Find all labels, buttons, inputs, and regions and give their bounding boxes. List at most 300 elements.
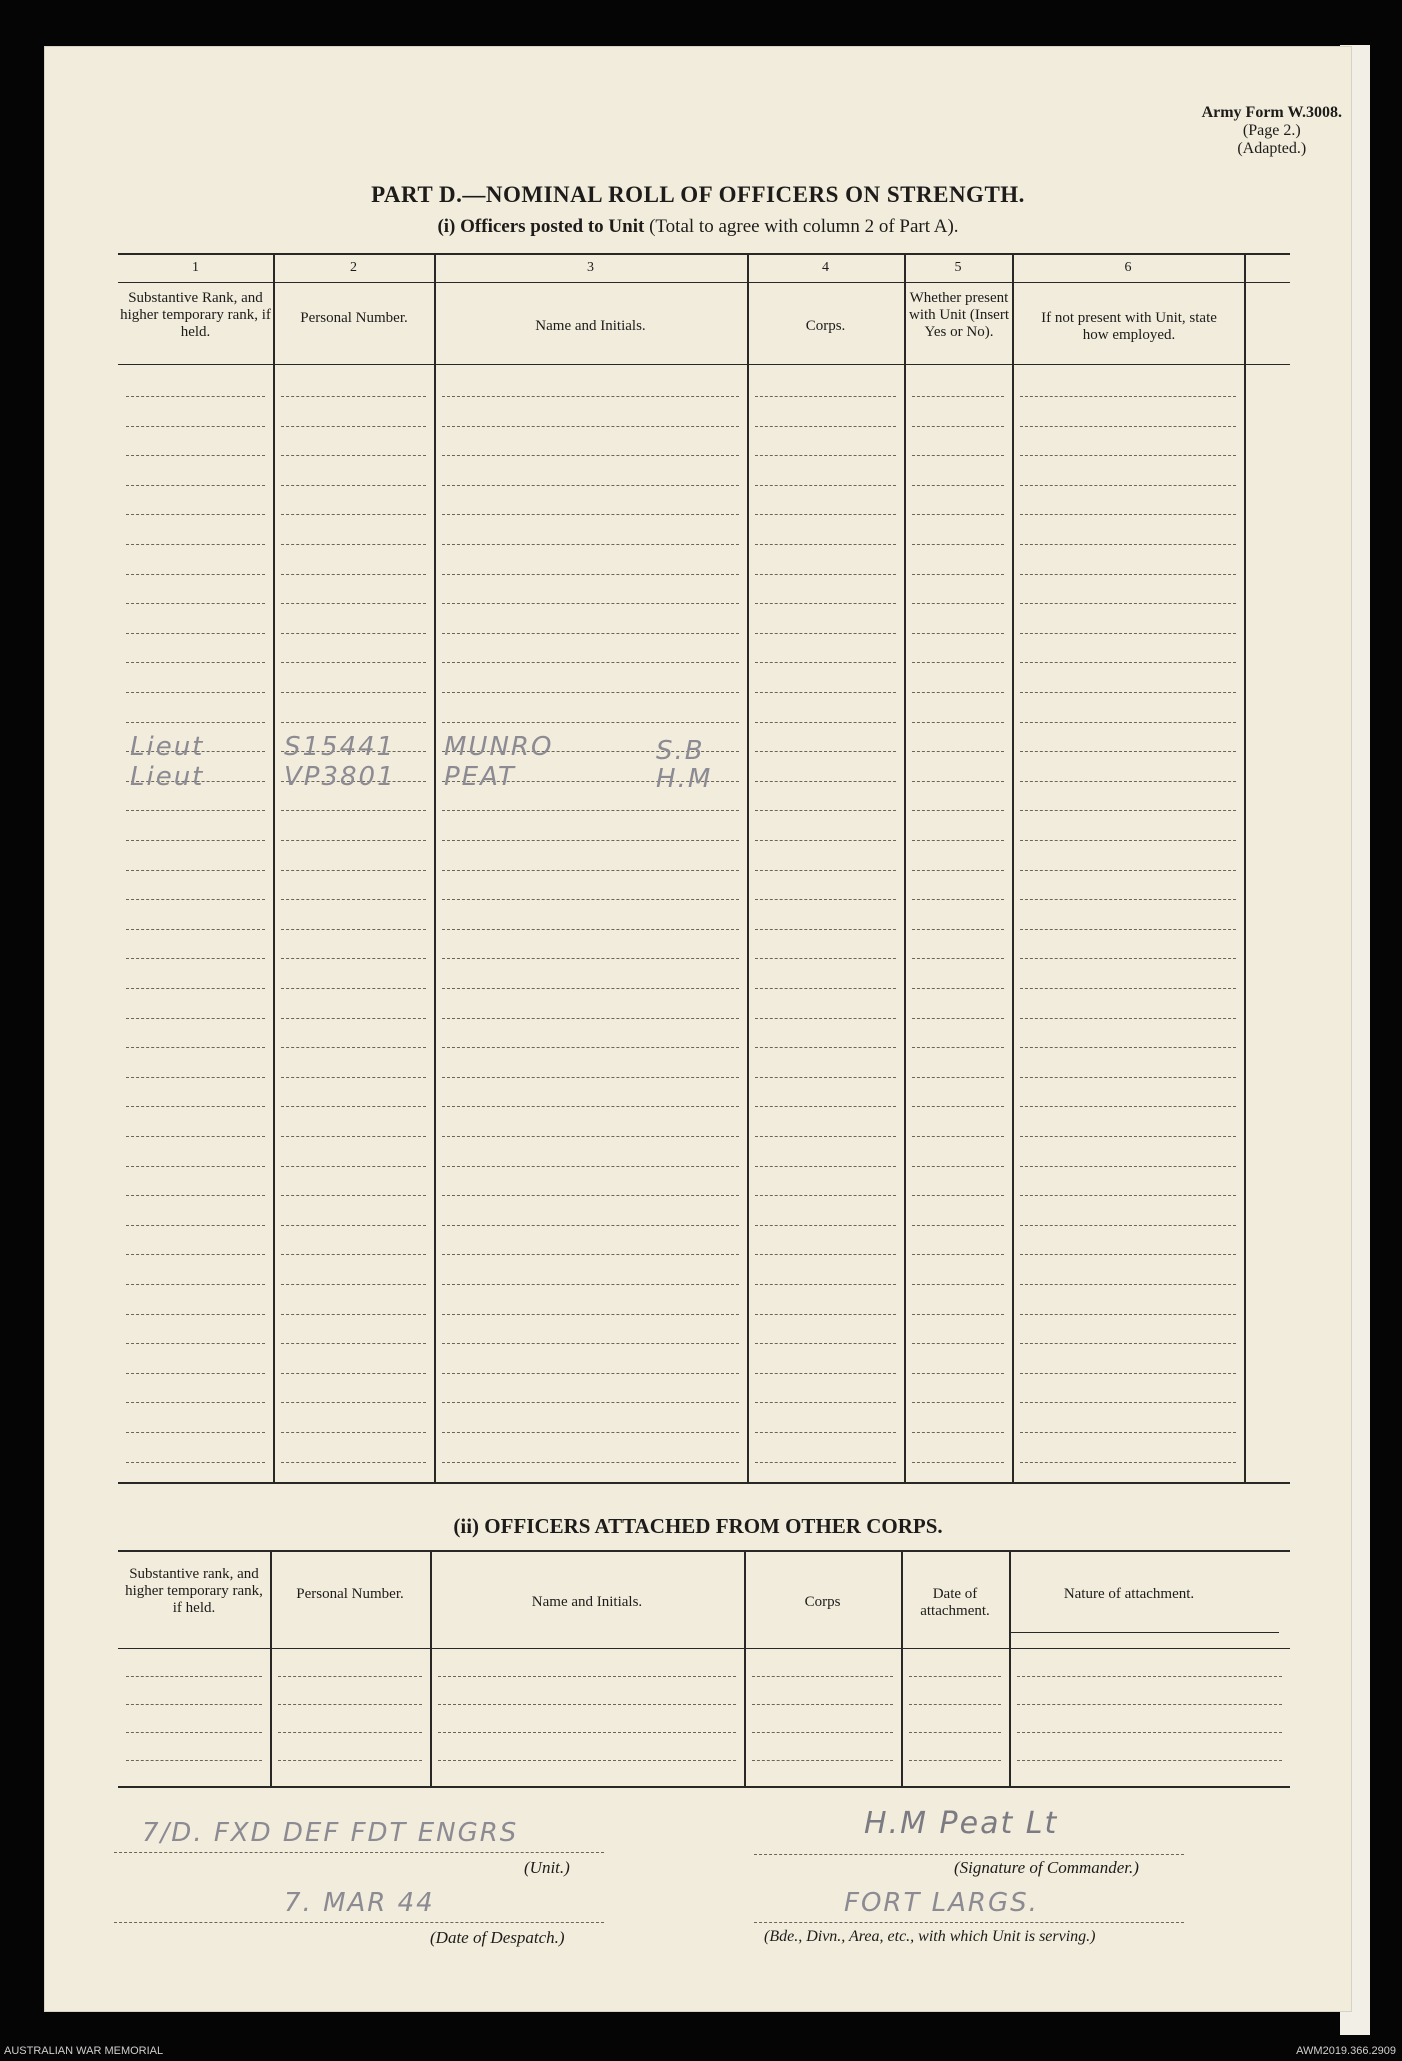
- row-rule: [442, 1047, 739, 1048]
- row-rule: [281, 633, 426, 634]
- row-rule: [126, 1760, 262, 1761]
- row-rule: [1020, 840, 1236, 841]
- row-rule: [1020, 988, 1236, 989]
- row-rule: [442, 1314, 739, 1315]
- row-rule: [912, 1018, 1004, 1019]
- row-rule: [912, 1402, 1004, 1403]
- row-rule: [755, 1314, 896, 1315]
- row-rule: [126, 1136, 265, 1137]
- row-rule: [442, 870, 739, 871]
- column-divider: [273, 253, 275, 1482]
- row-rule: [442, 840, 739, 841]
- row-rule: [755, 1432, 896, 1433]
- row-rule: [126, 1343, 265, 1344]
- row-rule: [281, 958, 426, 959]
- row-rule: [126, 870, 265, 871]
- row-rule: [755, 1136, 896, 1137]
- row-rule: [1020, 1047, 1236, 1048]
- row-rule: [1020, 396, 1236, 397]
- row-rule: [1020, 1314, 1236, 1315]
- row-rule: [909, 1704, 1001, 1705]
- row-rule: [126, 1314, 265, 1315]
- row-rule: [281, 603, 426, 604]
- row-rule: [755, 929, 896, 930]
- row-rule: [126, 1732, 262, 1733]
- row-rule: [752, 1732, 893, 1733]
- part-d-ii-title: (ii) OFFICERS ATTACHED FROM OTHER CORPS.: [453, 1514, 943, 1538]
- row-rule: [126, 958, 265, 959]
- row-rule: [442, 1106, 739, 1107]
- row-rule: [126, 1704, 262, 1705]
- row-rule: [126, 514, 265, 515]
- row-rule: [1020, 455, 1236, 456]
- row-rule: [278, 1760, 422, 1761]
- nature-column-line: [1009, 1632, 1279, 1633]
- row-rule: [1017, 1732, 1282, 1733]
- unit-line: [114, 1852, 604, 1853]
- header-corps: Corps: [804, 1594, 841, 1610]
- row-rule: [912, 574, 1004, 575]
- row-rule: [442, 899, 739, 900]
- row-rule: [755, 514, 896, 515]
- column-number: 1: [192, 260, 199, 275]
- row-rule: [281, 870, 426, 871]
- row-rule: [755, 544, 896, 545]
- row-rule: [442, 1402, 739, 1403]
- column-divider: [747, 253, 749, 1482]
- date-label: (Date of Despatch.): [430, 1928, 565, 1947]
- row-rule: [755, 1402, 896, 1403]
- form-identifier: [1202, 104, 1342, 158]
- header-name-initials: Name and Initials.: [531, 1594, 643, 1610]
- form-number: Army Form W.3008.: [1201, 104, 1342, 121]
- row-rule: [442, 1462, 739, 1463]
- row-rule: [755, 1284, 896, 1285]
- row-rule: [442, 455, 739, 456]
- row-rule: [281, 1195, 426, 1196]
- row-rule: [1020, 1432, 1236, 1433]
- row-rule: [126, 1432, 265, 1433]
- header-personal-number: Personal Number.: [296, 1586, 404, 1602]
- column-divider: [430, 1550, 432, 1786]
- date-value: 7. MAR 44: [284, 1888, 435, 1918]
- row-rule: [912, 781, 1004, 782]
- signature-label: (Signature of Commander.): [954, 1858, 1139, 1877]
- column-number: 6: [1124, 260, 1132, 275]
- row-rule: [1020, 929, 1236, 930]
- column-number: 3: [587, 260, 594, 275]
- table-bottom-border: [118, 1482, 1290, 1484]
- serving-line: [754, 1922, 1184, 1923]
- row-rule: [912, 722, 1004, 723]
- row-rule: [126, 692, 265, 693]
- column-divider: [904, 253, 906, 1482]
- row-rule: [755, 1254, 896, 1255]
- row-rule: [755, 1106, 896, 1107]
- row-rule: [126, 1077, 265, 1078]
- row-rule: [126, 1254, 265, 1255]
- row-rule: [912, 1225, 1004, 1226]
- row-rule: [755, 840, 896, 841]
- row-rule: [912, 662, 1004, 663]
- row-rule: [126, 485, 265, 486]
- row-rule: [442, 810, 739, 811]
- part-d-title: PART D.—NOMINAL ROLL OF OFFICERS ON STRENGTH.: [371, 182, 1025, 207]
- row-rule: [281, 544, 426, 545]
- row-rule: [442, 1432, 739, 1433]
- entry-name: PEAT: [444, 762, 516, 792]
- row-rule: [1020, 1018, 1236, 1019]
- row-rule: [126, 810, 265, 811]
- row-rule: [1020, 751, 1236, 752]
- row-rule: [755, 1166, 896, 1167]
- header-corps: Corps.: [805, 318, 846, 334]
- row-rule: [281, 1166, 426, 1167]
- header-present-with-unit: Whether present with Unit (Insert Yes or No).: [909, 290, 1009, 340]
- row-rule: [1020, 1462, 1236, 1463]
- column-divider: [744, 1550, 746, 1786]
- row-rule: [126, 396, 265, 397]
- row-rule: [126, 603, 265, 604]
- row-rule: [755, 1077, 896, 1078]
- row-rule: [126, 1166, 265, 1167]
- row-rule: [442, 929, 739, 930]
- row-rule: [442, 633, 739, 634]
- header-personal-number: Personal Number.: [300, 310, 408, 326]
- row-rule: [912, 1284, 1004, 1285]
- row-rule: [126, 899, 265, 900]
- row-rule: [442, 396, 739, 397]
- row-rule: [442, 485, 739, 486]
- row-rule: [126, 1018, 265, 1019]
- row-rule: [1020, 1195, 1236, 1196]
- row-rule: [912, 544, 1004, 545]
- row-rule: [281, 1047, 426, 1048]
- row-rule: [755, 455, 896, 456]
- row-rule: [281, 1254, 426, 1255]
- row-rule: [1020, 662, 1236, 663]
- row-rule: [912, 1195, 1004, 1196]
- row-rule: [126, 1373, 265, 1374]
- row-rule: [126, 1047, 265, 1048]
- row-rule: [755, 426, 896, 427]
- row-rule: [1020, 1136, 1236, 1137]
- row-rule: [912, 514, 1004, 515]
- serving-value: FORT LARGS.: [844, 1888, 1039, 1918]
- column-divider: [1009, 1550, 1011, 1786]
- column-divider: [270, 1550, 272, 1786]
- unit-label: (Unit.): [524, 1858, 570, 1877]
- row-rule: [442, 426, 739, 427]
- archive-id: AWM2019.366.2909: [1296, 2045, 1396, 2057]
- row-rule: [281, 1077, 426, 1078]
- row-rule: [126, 988, 265, 989]
- row-rule: [912, 1462, 1004, 1463]
- row-rule: [755, 1047, 896, 1048]
- row-rule: [755, 1225, 896, 1226]
- row-rule: [1020, 870, 1236, 871]
- row-rule: [281, 574, 426, 575]
- row-rule: [1020, 574, 1236, 575]
- row-rule: [281, 1402, 426, 1403]
- entry-rank: Lieut: [130, 762, 205, 792]
- column-number-divider: [118, 282, 1290, 283]
- row-rule: [755, 1373, 896, 1374]
- row-rule: [912, 958, 1004, 959]
- row-rule: [281, 485, 426, 486]
- row-rule: [912, 1254, 1004, 1255]
- date-line: [114, 1922, 604, 1923]
- row-rule: [126, 1462, 265, 1463]
- row-rule: [442, 574, 739, 575]
- row-rule: [1017, 1704, 1282, 1705]
- row-rule: [1017, 1760, 1282, 1761]
- row-rule: [755, 1462, 896, 1463]
- row-rule: [442, 1195, 739, 1196]
- row-rule: [281, 929, 426, 930]
- row-rule: [912, 1432, 1004, 1433]
- row-rule: [281, 1462, 426, 1463]
- row-rule: [126, 426, 265, 427]
- row-rule: [755, 662, 896, 663]
- form-page-number: (Page 2.): [1242, 122, 1301, 139]
- row-rule: [912, 929, 1004, 930]
- row-rule: [912, 1314, 1004, 1315]
- row-rule: [755, 633, 896, 634]
- entry-rank: Lieut: [130, 732, 205, 762]
- row-rule: [752, 1760, 893, 1761]
- row-rule: [281, 514, 426, 515]
- row-rule: [1020, 692, 1236, 693]
- row-rule: [126, 455, 265, 456]
- row-rule: [912, 899, 1004, 900]
- row-rule: [909, 1732, 1001, 1733]
- header-rank: Substantive rank, and higher temporary rank, if held.: [125, 1566, 263, 1616]
- row-rule: [912, 485, 1004, 486]
- row-rule: [126, 574, 265, 575]
- row-rule: [126, 722, 265, 723]
- row-rule: [1020, 1106, 1236, 1107]
- row-rule: [442, 988, 739, 989]
- row-rule: [126, 633, 265, 634]
- row-rule: [126, 1676, 262, 1677]
- row-rule: [442, 958, 739, 959]
- row-rule: [755, 958, 896, 959]
- row-rule: [281, 1106, 426, 1107]
- row-rule: [755, 870, 896, 871]
- header-bottom-border: [118, 1648, 1290, 1649]
- column-number: 2: [350, 260, 357, 275]
- subtitle-bold: (i) Officers posted to Unit: [437, 216, 645, 237]
- table-right-border: [1244, 253, 1246, 1482]
- row-rule: [912, 426, 1004, 427]
- row-rule: [281, 810, 426, 811]
- row-rule: [126, 1225, 265, 1226]
- row-rule: [912, 1047, 1004, 1048]
- row-rule: [1020, 1284, 1236, 1285]
- header-bottom-border: [118, 364, 1290, 365]
- row-rule: [442, 722, 739, 723]
- part-d-subtitle: [44, 216, 1352, 238]
- row-rule: [278, 1732, 422, 1733]
- row-rule: [1020, 1402, 1236, 1403]
- row-rule: [755, 751, 896, 752]
- row-rule: [912, 1343, 1004, 1344]
- row-rule: [755, 781, 896, 782]
- row-rule: [438, 1676, 736, 1677]
- row-rule: [438, 1760, 736, 1761]
- row-rule: [912, 1077, 1004, 1078]
- table-bottom-border: [118, 1786, 1290, 1788]
- row-rule: [1020, 1077, 1236, 1078]
- row-rule: [1020, 1254, 1236, 1255]
- row-rule: [912, 692, 1004, 693]
- row-rule: [281, 692, 426, 693]
- row-rule: [1020, 722, 1236, 723]
- row-rule: [1017, 1676, 1282, 1677]
- row-rule: [442, 1018, 739, 1019]
- header-date-attachment: Date of attachment.: [920, 1586, 990, 1619]
- row-rule: [755, 692, 896, 693]
- header-name-initials: Name and Initials.: [535, 318, 646, 334]
- row-rule: [755, 603, 896, 604]
- row-rule: [442, 1284, 739, 1285]
- row-rule: [126, 840, 265, 841]
- unit-value: 7/D. FXD DEF FDT ENGRS: [142, 1818, 519, 1848]
- row-rule: [1020, 781, 1236, 782]
- row-rule: [755, 988, 896, 989]
- form-page: [44, 46, 1352, 2012]
- row-rule: [912, 840, 1004, 841]
- row-rule: [912, 455, 1004, 456]
- row-rule: [281, 662, 426, 663]
- row-rule: [442, 1373, 739, 1374]
- row-rule: [1020, 958, 1236, 959]
- row-rule: [281, 840, 426, 841]
- row-rule: [281, 1432, 426, 1433]
- row-rule: [126, 929, 265, 930]
- row-rule: [281, 899, 426, 900]
- archive-credit: AUSTRALIAN WAR MEMORIAL: [4, 2045, 164, 2057]
- row-rule: [442, 1343, 739, 1344]
- row-rule: [1020, 514, 1236, 515]
- entry-name: MUNRO: [444, 732, 554, 762]
- header-how-employed: If not present with Unit, state how employed.: [1041, 310, 1217, 343]
- row-rule: [1020, 1166, 1236, 1167]
- row-rule: [755, 574, 896, 575]
- row-rule: [752, 1704, 893, 1705]
- row-rule: [909, 1760, 1001, 1761]
- row-rule: [912, 396, 1004, 397]
- row-rule: [912, 1373, 1004, 1374]
- row-rule: [755, 810, 896, 811]
- row-rule: [281, 1018, 426, 1019]
- signature-line: [754, 1854, 1184, 1855]
- row-rule: [755, 1195, 896, 1196]
- row-rule: [912, 633, 1004, 634]
- entry-number: VP3801: [284, 762, 396, 792]
- row-rule: [1020, 810, 1236, 811]
- row-rule: [281, 988, 426, 989]
- entry-number: S15441: [284, 732, 396, 762]
- row-rule: [1020, 426, 1236, 427]
- row-rule: [1020, 1373, 1236, 1374]
- row-rule: [912, 988, 1004, 989]
- row-rule: [752, 1676, 893, 1677]
- row-rule: [755, 1343, 896, 1344]
- row-rule: [442, 603, 739, 604]
- header-nature-attachment: Nature of attachment.: [1063, 1586, 1195, 1602]
- row-rule: [442, 544, 739, 545]
- entry-initials: H.M: [656, 764, 713, 794]
- row-rule: [1020, 899, 1236, 900]
- row-rule: [442, 1225, 739, 1226]
- row-rule: [442, 1254, 739, 1255]
- row-rule: [912, 1166, 1004, 1167]
- commander-signature: H.M Peat Lt: [864, 1806, 1059, 1841]
- row-rule: [755, 899, 896, 900]
- row-rule: [912, 870, 1004, 871]
- column-number: 4: [822, 260, 829, 275]
- row-rule: [1020, 1343, 1236, 1344]
- row-rule: [281, 1225, 426, 1226]
- column-divider: [901, 1550, 903, 1786]
- row-rule: [281, 455, 426, 456]
- row-rule: [442, 1077, 739, 1078]
- row-rule: [912, 751, 1004, 752]
- row-rule: [755, 1018, 896, 1019]
- row-rule: [281, 1343, 426, 1344]
- column-number: 5: [954, 260, 962, 275]
- row-rule: [442, 1166, 739, 1167]
- row-rule: [755, 722, 896, 723]
- row-rule: [438, 1704, 736, 1705]
- serving-label: (Bde., Divn., Area, etc., with which Unit is serving.): [764, 1928, 1096, 1945]
- row-rule: [912, 1136, 1004, 1137]
- entry-initials: S.B: [656, 736, 705, 766]
- row-rule: [755, 396, 896, 397]
- table-top-border: [118, 253, 1290, 255]
- row-rule: [1020, 544, 1236, 545]
- row-rule: [126, 1106, 265, 1107]
- row-rule: [442, 692, 739, 693]
- row-rule: [1020, 633, 1236, 634]
- row-rule: [909, 1676, 1001, 1677]
- row-rule: [442, 514, 739, 515]
- row-rule: [126, 1402, 265, 1403]
- row-rule: [438, 1732, 736, 1733]
- row-rule: [281, 1284, 426, 1285]
- row-rule: [281, 1314, 426, 1315]
- row-rule: [126, 1284, 265, 1285]
- row-rule: [281, 426, 426, 427]
- row-rule: [912, 810, 1004, 811]
- row-rule: [442, 662, 739, 663]
- row-rule: [1020, 1225, 1236, 1226]
- row-rule: [281, 1136, 426, 1137]
- row-rule: [278, 1704, 422, 1705]
- row-rule: [1020, 603, 1236, 604]
- header-rank: Substantive Rank, and higher temporary rank, if held.: [120, 290, 271, 340]
- subtitle-rest: (Total to agree with column 2 of Part A).: [649, 216, 959, 237]
- row-rule: [281, 1373, 426, 1374]
- row-rule: [442, 1136, 739, 1137]
- form-adapted-note: (Adapted.): [1237, 140, 1307, 157]
- row-rule: [1020, 485, 1236, 486]
- row-rule: [912, 1106, 1004, 1107]
- table-top-border: [118, 1550, 1290, 1552]
- row-rule: [912, 603, 1004, 604]
